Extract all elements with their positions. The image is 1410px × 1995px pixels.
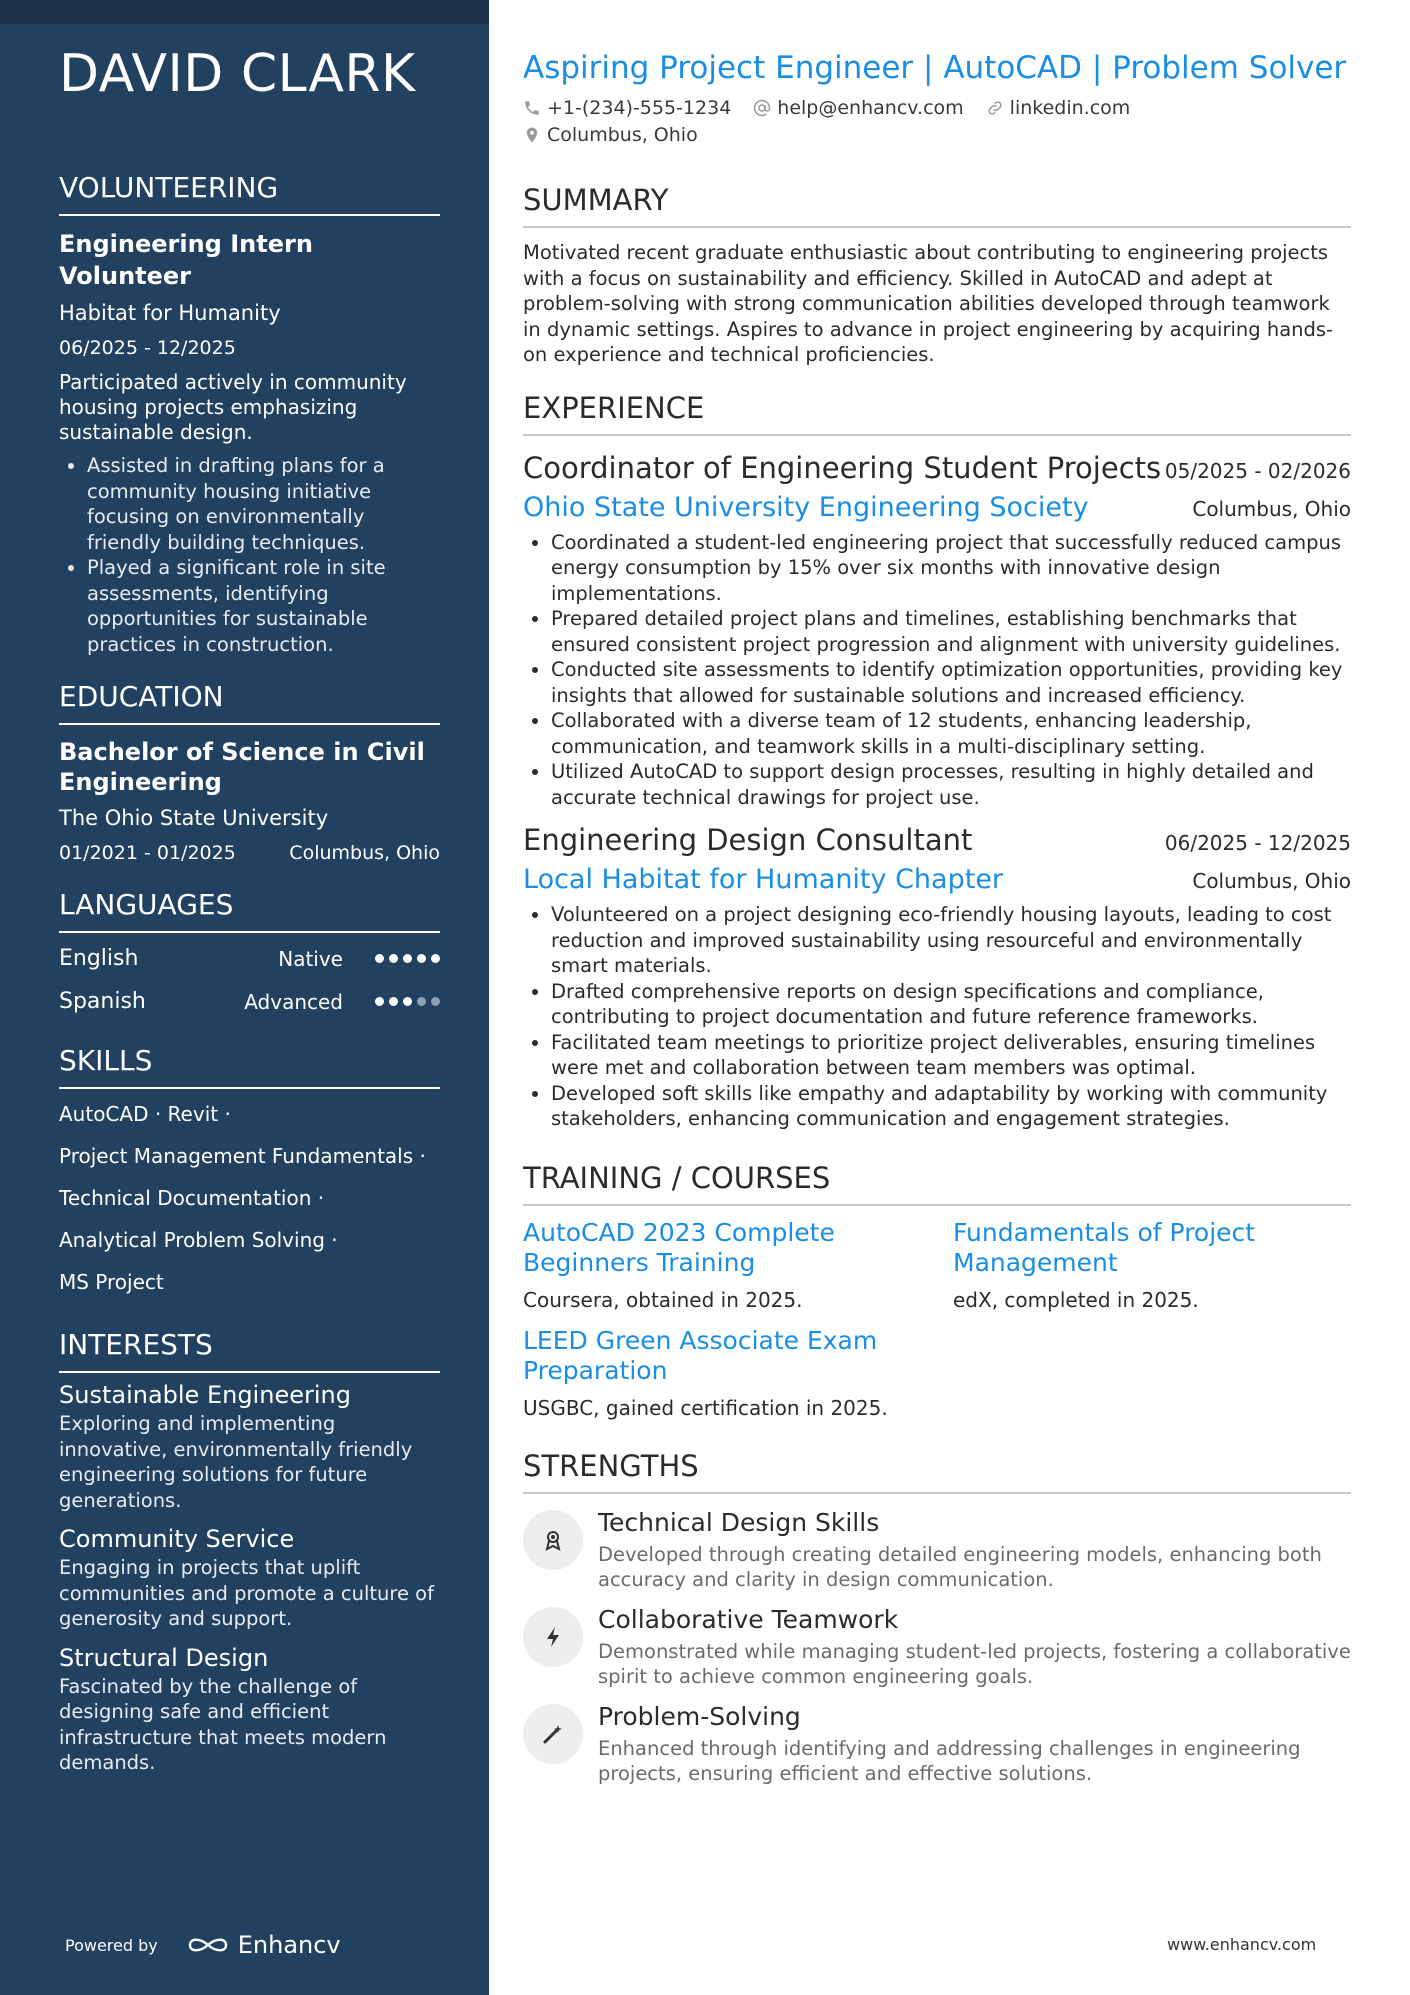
language-name: English — [59, 946, 139, 971]
job-bullet: • Collaborated with a diverse team of 12 students, enhancing leadership, communication, and teamwork skills in a multi-disciplinary setting. — [551, 708, 1351, 759]
course-meta: USGBC, gained certification in 2025. — [523, 1395, 888, 1420]
education-heading: EDUCATION — [59, 679, 440, 725]
interest-description: Engaging in projects that uplift communities and promote a culture of generosity and support. — [59, 1556, 434, 1630]
degree: Bachelor of Science in Civil Engineering — [59, 738, 425, 796]
strength-item — [523, 1603, 1351, 1690]
summary-text: Motivated recent graduate enthusiastic about contributing to engineering projects with a focus on sustainability and efficiency. Skilled in AutoCAD and adept at problem-solving with strong communication abilities developed through teamwork in dynamic settings. Aspires to advance in project engineering by acquiring hands-on experience and technical proficiencies. — [523, 241, 1334, 366]
rating-dot — [417, 997, 426, 1006]
skill-line: Analytical Problem Solving · — [59, 1228, 338, 1252]
language-rating — [375, 997, 440, 1006]
location-text: Columbus, Ohio — [547, 123, 698, 146]
summary-heading: SUMMARY — [523, 182, 1351, 228]
interest-description: Fascinated by the challenge of designing safe and efficient infrastructure that meets modern demands. — [59, 1674, 387, 1774]
job-bullet: • Developed soft skills like empathy and adaptability by working with community stakeholders, enhancing communication and engagement strategies. — [551, 1081, 1351, 1132]
course-title: Fundamentals of Project Management — [953, 1217, 1256, 1277]
rating-dot — [375, 954, 384, 963]
strengths-section — [523, 1448, 1351, 1787]
volunteer-bullet: • Played a significant role in site assessments, identifying opportunities for sustainable practices in construction. — [87, 555, 440, 657]
rating-dot — [431, 954, 440, 963]
candidate-name: DAVID CLARK — [59, 44, 416, 104]
course-meta: Coursera, obtained in 2025. — [523, 1287, 803, 1312]
at-sign-icon — [753, 99, 771, 117]
skill-line: MS Project — [59, 1270, 164, 1294]
interests-section — [59, 1327, 440, 1776]
rating-dot — [375, 997, 384, 1006]
job-location: Columbus, Ohio — [1192, 869, 1351, 893]
skills-heading: SKILLS — [59, 1043, 440, 1089]
headline: Aspiring Project Engineer | AutoCAD | Problem Solver — [523, 50, 1347, 86]
rating-dot — [417, 954, 426, 963]
sidebar-top-bar — [0, 0, 489, 24]
language-level: Advanced — [244, 989, 343, 1014]
brand-name: Enhancv — [237, 1931, 341, 1959]
job-bullet: • Volunteered on a project designing eco-friendly housing layouts, leading to cost reduction and improved sustainability using resourceful and environmentally smart materials. — [551, 902, 1351, 979]
strength-title: Problem-Solving — [598, 1701, 801, 1731]
job-bullet: • Drafted comprehensive reports on design specifications and compliance, contributing to project documentation and future reference frameworks. — [551, 979, 1351, 1030]
rating-dot — [431, 997, 440, 1006]
job-company: Local Habitat for Humanity Chapter — [523, 864, 1004, 895]
magic-wand-icon — [523, 1704, 583, 1764]
website-link[interactable]: www.enhancv.com — [1167, 1935, 1317, 1954]
interest-item — [59, 1523, 440, 1632]
languages-heading: LANGUAGES — [59, 887, 440, 933]
phone-icon — [523, 99, 541, 117]
language-rating — [375, 954, 440, 963]
linkedin-contact[interactable] — [986, 97, 1131, 119]
experience-section — [523, 390, 1351, 1132]
course-item — [523, 1326, 953, 1422]
sidebar — [0, 0, 489, 1995]
volunteer-org: Habitat for Humanity — [59, 301, 281, 325]
language-row — [59, 937, 440, 980]
job-bullets — [523, 902, 1351, 1132]
email-text: help@enhancv.com — [777, 96, 964, 119]
strength-title: Technical Design Skills — [598, 1507, 880, 1537]
rating-dot — [403, 954, 412, 963]
volunteer-bullets — [59, 453, 440, 657]
powered-by-label: Powered by — [65, 1935, 158, 1955]
course-item — [523, 1218, 953, 1314]
job-bullet: • Conducted site assessments to identify optimization opportunities, providing key insights that allowed for sustainable solutions and increased efficiency. — [551, 657, 1351, 708]
job-dates: 05/2025 - 02/2026 — [1164, 458, 1351, 483]
job-bullet: • Facilitated team meetings to prioritize project deliverables, ensuring timelines were met and collaboration between team members was optimal. — [551, 1030, 1351, 1081]
interest-item — [59, 1379, 440, 1513]
location-pin-icon — [523, 126, 541, 144]
language-level: Native — [278, 946, 343, 971]
volunteering-section — [59, 170, 440, 657]
phone-text: +1-(234)-555-1234 — [547, 96, 732, 119]
course-meta: edX, completed in 2025. — [953, 1287, 1199, 1312]
volunteering-heading: VOLUNTEERING — [59, 170, 440, 216]
strength-item — [523, 1506, 1351, 1593]
job-bullet: • Utilized AutoCAD to support design processes, resulting in highly detailed and accurate technical drawings for project use. — [551, 759, 1351, 810]
award-icon — [523, 1510, 583, 1570]
language-name: Spanish — [59, 989, 146, 1014]
location-contact — [523, 124, 698, 146]
course-item — [953, 1218, 1351, 1314]
education-section — [59, 679, 440, 867]
skill-line: Technical Documentation · — [59, 1186, 325, 1210]
job-title: Engineering Design Consultant — [523, 823, 973, 857]
rating-dot — [389, 997, 398, 1006]
rating-dot — [389, 954, 398, 963]
course-title: AutoCAD 2023 Complete Beginners Training — [523, 1217, 835, 1277]
job-title: Coordinator of Engineering Student Projects — [523, 450, 1162, 485]
volunteer-role: Engineering Intern Volunteer — [59, 230, 313, 290]
interest-title: Sustainable Engineering — [59, 1381, 351, 1409]
phone-contact[interactable] — [523, 97, 731, 119]
strengths-heading: STRENGTHS — [523, 1448, 1351, 1494]
linkedin-text: linkedin.com — [1009, 96, 1131, 119]
training-heading: TRAINING / COURSES — [523, 1160, 1351, 1206]
course-title: LEED Green Associate Exam Preparation — [523, 1325, 878, 1385]
volunteer-bullet: • Assisted in drafting plans for a community housing initiative focusing on environmentally friendly building techniques. — [87, 453, 440, 555]
languages-section — [59, 887, 440, 1023]
strength-description: Demonstrated while managing student-led projects, fostering a collaborative spirit to achieve common engineering goals. — [598, 1639, 1351, 1688]
powered-by — [65, 1931, 341, 1959]
language-row — [59, 980, 440, 1023]
contact-info — [523, 94, 1351, 148]
education-dates: 01/2021 - 01/2025 — [59, 842, 236, 864]
volunteer-dates: 06/2025 - 12/2025 — [59, 337, 236, 359]
strength-description: Enhanced through identifying and addressing challenges in engineering projects, ensuring efficient and effective solutions. — [598, 1736, 1301, 1785]
main-column — [523, 44, 1351, 1797]
interest-item — [59, 1642, 440, 1776]
job-entry — [523, 820, 1351, 1132]
experience-heading: EXPERIENCE — [523, 390, 1351, 436]
volunteer-description: Participated actively in community housing projects emphasizing sustainable design. — [59, 370, 407, 444]
skill-line: AutoCAD · Revit · — [59, 1102, 231, 1126]
job-company: Ohio State University Engineering Society — [523, 491, 1089, 523]
interest-title: Structural Design — [59, 1643, 269, 1672]
interest-title: Community Service — [59, 1525, 295, 1553]
interest-description: Exploring and implementing innovative, environmentally friendly engineering solutions for future generations. — [59, 1412, 413, 1512]
bolt-icon — [523, 1607, 583, 1667]
job-bullet: • Coordinated a student-led engineering project that successfully reduced campus energy consumption by 15% over six months with innovative design implementations. — [551, 530, 1351, 607]
training-section — [523, 1160, 1351, 1422]
school: The Ohio State University — [59, 806, 329, 830]
enhancv-logo[interactable] — [186, 1931, 341, 1959]
skills-section — [59, 1043, 440, 1303]
strength-item — [523, 1700, 1351, 1787]
education-location: Columbus, Ohio — [289, 842, 440, 864]
job-entry — [523, 448, 1351, 811]
email-contact[interactable] — [753, 97, 963, 119]
strength-title: Collaborative Teamwork — [598, 1604, 899, 1634]
job-dates: 06/2025 - 12/2025 — [1164, 831, 1351, 855]
skill-line: Project Management Fundamentals · — [59, 1144, 426, 1168]
summary-section — [523, 182, 1351, 368]
job-bullets — [523, 530, 1351, 811]
enhancv-logo-icon — [186, 1934, 230, 1956]
job-bullet: • Prepared detailed project plans and timelines, establishing benchmarks that ensured consistent project progression and alignment with university guidelines. — [551, 606, 1351, 657]
link-icon — [986, 99, 1004, 117]
rating-dot — [403, 997, 412, 1006]
interests-heading: INTERESTS — [59, 1327, 440, 1373]
strength-description: Developed through creating detailed engineering models, enhancing both accuracy and clarity in design communication. — [598, 1542, 1322, 1591]
job-location: Columbus, Ohio — [1192, 496, 1351, 521]
